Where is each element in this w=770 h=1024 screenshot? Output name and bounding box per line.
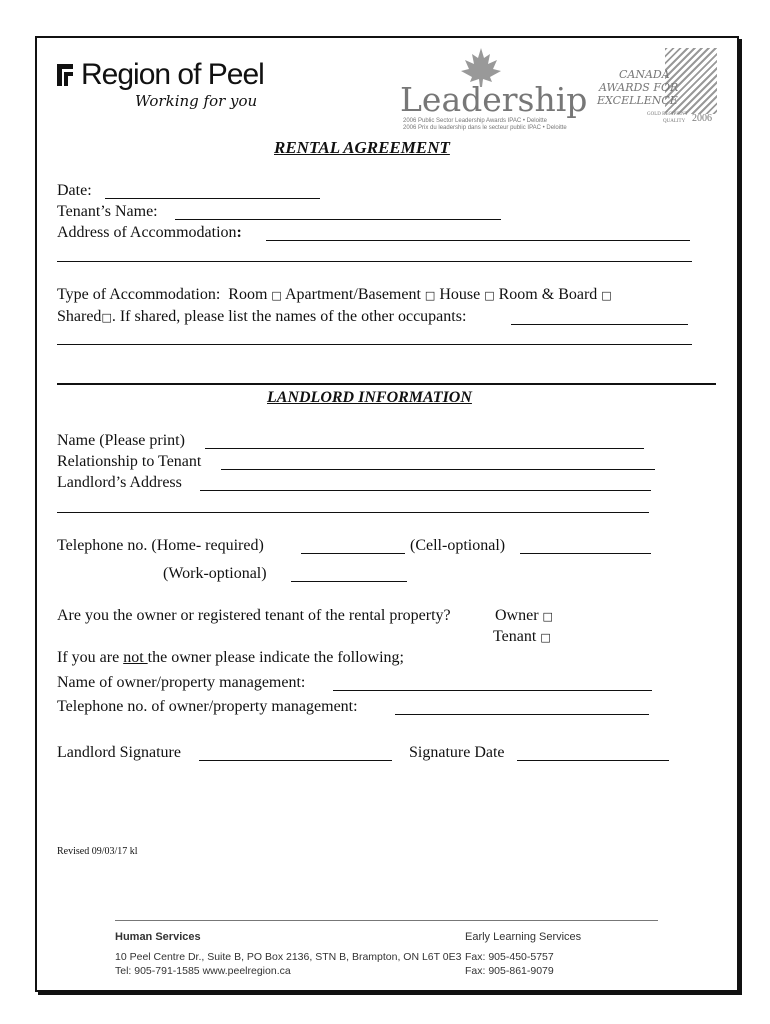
apartment-checkbox[interactable]: □ xyxy=(424,289,436,302)
signature-label: Landlord Signature xyxy=(57,744,181,761)
org-tagline: Working for you xyxy=(135,92,258,110)
cell-phone-field[interactable] xyxy=(520,553,651,554)
tenant-option xyxy=(493,628,551,646)
option-apartment-label: Apartment/Basement xyxy=(284,286,421,303)
accommodation-type-row xyxy=(57,286,612,304)
owner-name-label: Name of owner/property management: xyxy=(57,674,306,691)
region-of-peel-logo-icon xyxy=(57,64,75,86)
date-field[interactable] xyxy=(105,198,320,199)
canada-awards-line3: EXCELLENCE xyxy=(597,94,678,107)
tenant-checkbox[interactable]: □ xyxy=(540,631,551,644)
canada-awards-quality: QUALITY xyxy=(663,119,686,124)
option-house-label: House xyxy=(439,286,481,303)
leadership-award-line-fr: 2006 Prix du leadership dans le secteur public IPAC • Deloitte xyxy=(403,125,567,131)
cell-phone-label: (Cell-optional) xyxy=(410,537,506,554)
rental-agreement-form xyxy=(35,36,739,992)
landlord-address-field-line2[interactable] xyxy=(57,512,649,513)
signature-date-field[interactable] xyxy=(517,760,669,761)
option-room-label: Room xyxy=(228,286,268,303)
shared-instruction: . If shared, please list the names of the other occupants: xyxy=(111,308,467,325)
canada-awards-year: 2006 xyxy=(692,113,712,124)
footer-divider xyxy=(115,920,658,921)
owner-option xyxy=(495,607,553,625)
section-divider xyxy=(57,383,716,385)
owner-option-label: Owner xyxy=(495,607,539,624)
footer-department: Human Services xyxy=(115,931,201,943)
address-label: Address of Accommodation: xyxy=(57,224,242,241)
footer-service: Early Learning Services xyxy=(465,931,582,943)
footer-fax-1: Fax: 905-450-5757 xyxy=(465,951,554,963)
shared-row xyxy=(57,308,466,326)
not-owner-instruction: If you are not the owner please indicate the following; xyxy=(57,649,404,666)
landlord-section-title: LANDLORD INFORMATION xyxy=(267,389,472,406)
home-phone-label: Telephone no. (Home- required) xyxy=(57,537,264,554)
tenant-option-label: Tenant xyxy=(493,628,537,645)
owner-phone-field[interactable] xyxy=(395,714,649,715)
leadership-award-title: Leadership xyxy=(400,80,588,119)
signature-field[interactable] xyxy=(199,760,392,761)
home-phone-field[interactable] xyxy=(301,553,405,554)
room-board-checkbox[interactable]: □ xyxy=(601,289,612,302)
shared-checkbox[interactable]: □ xyxy=(101,311,112,324)
occupants-field-line2[interactable] xyxy=(57,344,692,345)
option-room-board-label: Room & Board xyxy=(498,286,598,303)
signature-date-label: Signature Date xyxy=(409,744,505,761)
relationship-field[interactable] xyxy=(221,469,655,470)
landlord-name-field[interactable] xyxy=(205,448,644,449)
footer-fax-2: Fax: 905-861-9079 xyxy=(465,965,554,977)
tenant-name-field[interactable] xyxy=(175,219,501,220)
form-title: RENTAL AGREEMENT xyxy=(274,138,450,157)
canada-awards-line2: AWARDS FOR xyxy=(599,81,679,94)
landlord-name-label: Name (Please print) xyxy=(57,432,185,449)
house-checkbox[interactable]: □ xyxy=(484,289,495,302)
canada-awards-recipient: GOLD RECIPIENT xyxy=(647,112,688,117)
date-label: Date: xyxy=(57,182,92,199)
occupants-field-line1[interactable] xyxy=(511,324,688,325)
owner-checkbox[interactable]: □ xyxy=(542,610,553,623)
landlord-address-field-line1[interactable] xyxy=(200,490,651,491)
footer-address: 10 Peel Centre Dr., Suite B, PO Box 2136, STN B, Brampton, ON L6T 0E3 xyxy=(115,951,462,963)
leadership-award-line-en: 2006 Public Sector Leadership Awards IPAC • Deloitte xyxy=(403,118,547,124)
canada-awards-line1: CANADA xyxy=(619,68,670,81)
tenant-name-label: Tenant’s Name: xyxy=(57,203,158,220)
relationship-label: Relationship to Tenant xyxy=(57,453,202,470)
address-field-line2[interactable] xyxy=(57,261,692,262)
work-phone-field[interactable] xyxy=(291,581,407,582)
org-name: Region of Peel xyxy=(81,58,264,91)
landlord-address-label: Landlord’s Address xyxy=(57,474,182,491)
room-checkbox[interactable]: □ xyxy=(271,289,282,302)
owner-name-field[interactable] xyxy=(333,690,652,691)
footer-telephone: Tel: 905-791-1585 www.peelregion.ca xyxy=(115,965,291,977)
owner-question: Are you the owner or registered tenant of the rental property? xyxy=(57,607,451,624)
owner-phone-label: Telephone no. of owner/property management: xyxy=(57,698,358,715)
shared-label: Shared xyxy=(57,308,102,325)
revision-note: Revised 09/03/17 kl xyxy=(57,846,138,857)
address-field-line1[interactable] xyxy=(266,240,690,241)
work-phone-label: (Work-optional) xyxy=(163,565,267,582)
accommodation-type-label: Type of Accommodation: xyxy=(57,286,221,303)
